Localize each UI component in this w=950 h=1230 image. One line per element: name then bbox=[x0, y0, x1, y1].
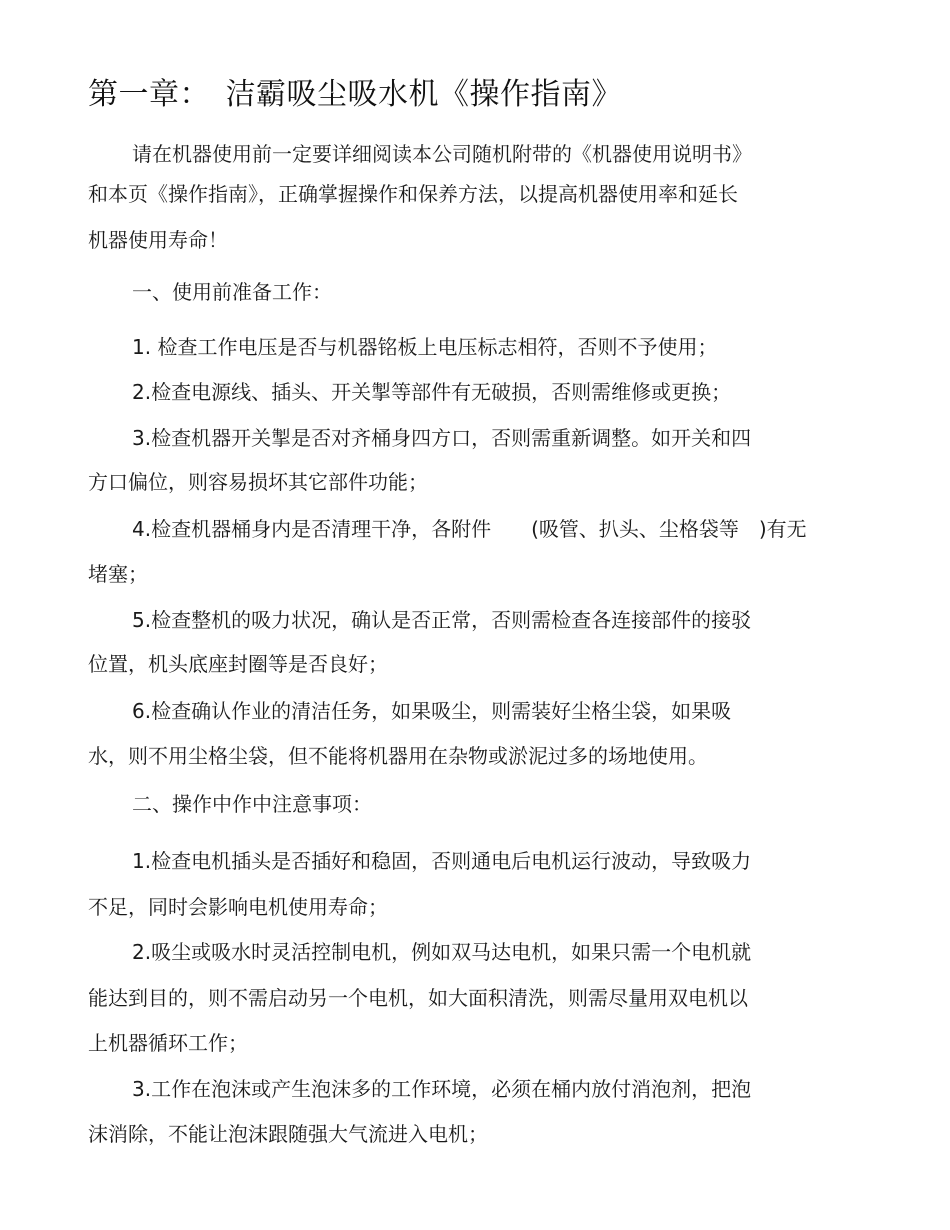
intro-line-2: 和本页《操作指南》，正确掌握操作和保养方法，以提高机器使用率和延长 bbox=[88, 182, 738, 206]
section-2-item-1-line-1: 1.检查电机插头是否插好和稳固，否则通电后电机运行波动，导致吸力 bbox=[132, 849, 752, 873]
section-2-item-3-line-2: 沫消除，不能让泡沫跟随强大气流进入电机； bbox=[88, 1122, 488, 1146]
section-1-item-5-line-2: 位置，机头底座封圈等是否良好； bbox=[88, 652, 388, 676]
section-2-item-1-line-2: 不足，同时会影响电机使用寿命； bbox=[88, 895, 388, 919]
section-2-item-3-line-1: 3.工作在泡沫或产生泡沫多的工作环境，必须在桶内放付消泡剂，把泡 bbox=[132, 1077, 752, 1101]
section-1-item-6-line-2: 水，则不用尘格尘袋，但不能将机器用在杂物或淤泥过多的场地使用。 bbox=[88, 744, 708, 768]
section-2-item-2-line-2: 能达到目的，则不需启动另一个电机，如大面积清洗，则需尽量用双电机以 bbox=[88, 986, 748, 1010]
section-1-item-3-line-2: 方口偏位，则容易损坏其它部件功能； bbox=[88, 470, 428, 494]
section-1-item-1: 1. 检查工作电压是否与机器铭板上电压标志相符，否则不予使用； bbox=[132, 335, 718, 359]
section-1-item-5-line-1: 5.检查整机的吸力状况，确认是否正常，否则需检查各连接部件的接驳 bbox=[132, 608, 752, 632]
section-1-item-3-line-1: 3.检查机器开关掣是否对齐桶身四方口，否则需重新调整。如开关和四 bbox=[132, 426, 752, 450]
intro-line-1: 请在机器使用前一定要详细阅读本公司随机附带的《机器使用说明书》 bbox=[132, 142, 752, 166]
section-1-heading: 一、使用前准备工作： bbox=[132, 280, 332, 304]
section-1-item-2: 2.检查电源线、插头、开关掣等部件有无破损，否则需维修或更换； bbox=[132, 380, 732, 404]
section-1-item-6-line-1: 6.检查确认作业的清洁任务，如果吸尘，则需装好尘格尘袋，如果吸 bbox=[132, 699, 732, 723]
section-1-item-4-line-1: 4.检查机器桶身内是否清理干净，各附件 (吸管、扒头、尘格袋等 )有无 bbox=[132, 517, 807, 541]
section-2-item-2-line-1: 2.吸尘或吸水时灵活控制电机，例如双马达电机，如果只需一个电机就 bbox=[132, 940, 752, 964]
intro-line-3: 机器使用寿命！ bbox=[88, 228, 228, 252]
chapter-title: 第一章： 洁霸吸尘吸水机《操作指南》 bbox=[88, 77, 622, 112]
section-2-heading: 二、操作中作中注意事项： bbox=[132, 792, 372, 816]
section-1-item-4-line-2: 堵塞； bbox=[88, 562, 148, 586]
section-2-item-2-line-3: 上机器循环工作； bbox=[88, 1031, 248, 1055]
